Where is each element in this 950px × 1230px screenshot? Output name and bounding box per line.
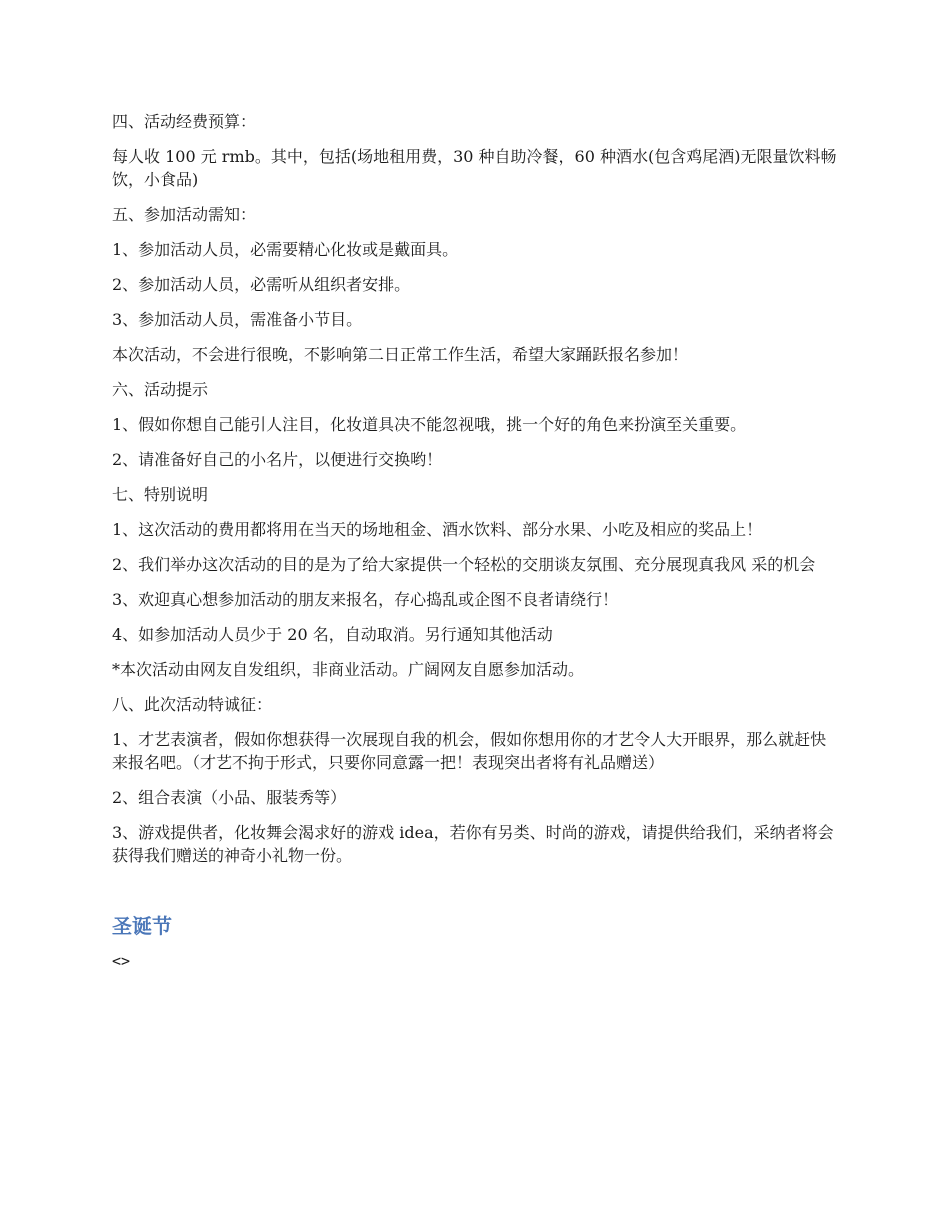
paragraph: 4、如参加活动人员少于 20 名，自动取消。另行通知其他活动 [112,625,553,644]
paragraph: 八、此次活动特诚征： [112,695,273,714]
paragraph: 每人收 100 元 rmb。其中，包括(场地租用费，30 种自助冷餐，60 种酒水(包含鸡尾酒)无限量饮料畅饮，小食品) [112,147,837,189]
paragraph: 2、我们举办这次活动的目的是为了给大家提供一个轻松的交朋谈友氛围、充分展现真我风 采的机会 [112,555,816,574]
paragraph: 3、欢迎真心想参加活动的朋友来报名，存心捣乱或企图不良者请绕行！ [112,590,619,609]
paragraph: 1、参加活动人员，必需要精心化妆或是戴面具。 [112,240,459,259]
paragraph: 2、请准备好自己的小名片，以便进行交换哟！ [112,450,443,469]
paragraph: 3、游戏提供者，化妆舞会渴求好的游戏 idea，若你有另类、时尚的游戏，请提供给我们，采纳者将会获得我们赠送的神奇小礼物一份。 [112,823,834,865]
section-heading: 圣诞节 [112,914,172,938]
paragraph: 3、参加活动人员，需准备小节目。 [112,310,363,329]
footer-text: <> [112,952,131,970]
paragraph: 七、特别说明 [112,485,209,504]
paragraph: 六、活动提示 [112,380,209,399]
paragraph: 五、参加活动需知： [112,205,257,224]
document-body [112,110,840,972]
paragraph: 四、活动经费预算： [112,112,257,131]
paragraph: 1、才艺表演者，假如你想获得一次展现自我的机会，假如你想用你的才艺令人大开眼界，那么就赶快来报名吧。（才艺不拘于形式，只要你同意露一把！表现突出者将有礼品赠送） [112,730,827,772]
paragraph: 1、这次活动的费用都将用在当天的场地租金、酒水饮料、部分水果、小吃及相应的奖品上！ [112,520,763,539]
paragraph: 本次活动，不会进行很晚，不影响第二日正常工作生活，希望大家踊跃报名参加！ [112,345,689,364]
paragraph: 2、参加活动人员，必需听从组织者安排。 [112,275,411,294]
paragraph: 1、假如你想自己能引人注目，化妆道具决不能忽视哦，挑一个好的角色来扮演至关重要。 [112,415,747,434]
paragraph: *本次活动由网友自发组织，非商业活动。广阔网友自愿参加活动。 [112,660,585,679]
paragraph: 2、组合表演（小品、服装秀等） [112,788,347,807]
